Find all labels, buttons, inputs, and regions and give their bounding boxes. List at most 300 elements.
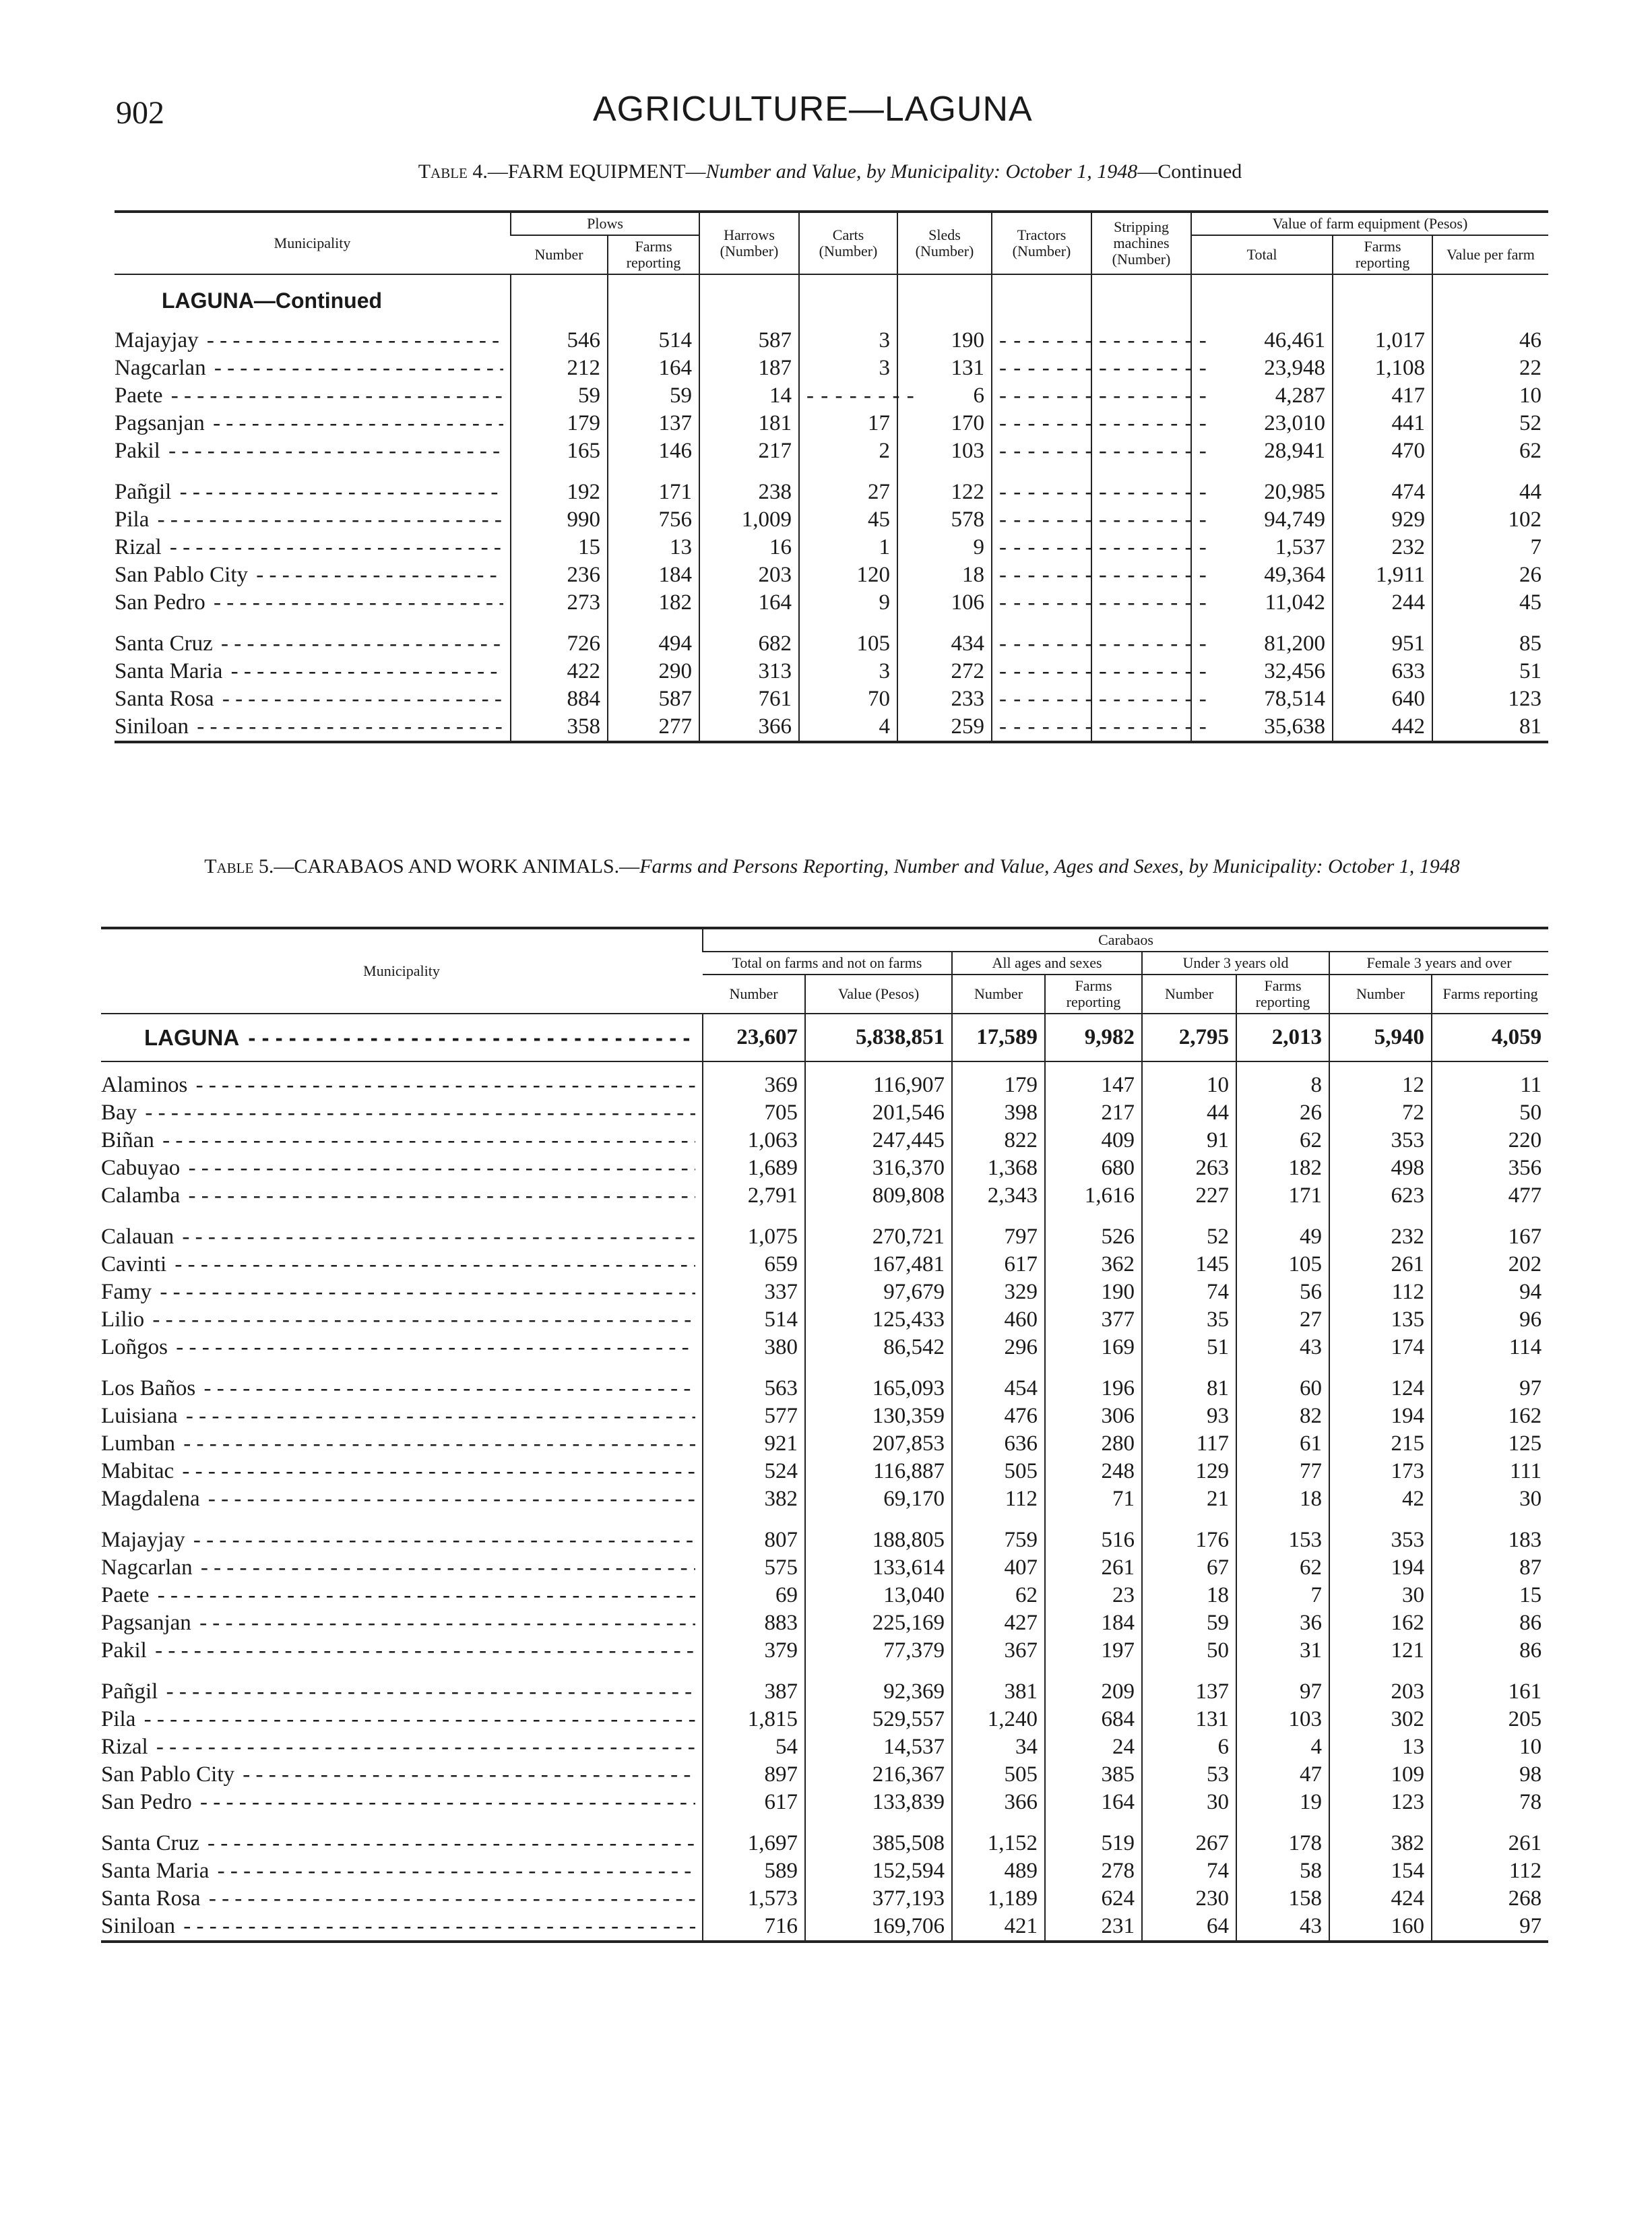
t4-cell-plows_farms: 146 (608, 437, 699, 465)
t5-municipality-cell (101, 1526, 703, 1554)
t4-empty-cell (1091, 274, 1191, 327)
t4-cell-harrows: 203 (699, 561, 799, 589)
t4-municipality-cell (115, 327, 511, 354)
t4-gap-cell (1432, 465, 1548, 478)
t5-cell-female_farms: 96 (1432, 1306, 1548, 1334)
t5-header-female-farms: Farms reporting (1432, 975, 1548, 1014)
t5-cell-under_number: 74 (1142, 1857, 1236, 1885)
t4-cell-per_farm: 26 (1432, 561, 1548, 589)
t4-cell-per_farm: 102 (1432, 506, 1548, 534)
t5-header-under-farms: Farms reporting (1236, 975, 1329, 1014)
t4-cell-per_farm: 44 (1432, 478, 1548, 506)
t5-cell-female_number: 13 (1329, 1733, 1432, 1761)
t5-cell-value: 13,040 (805, 1582, 952, 1609)
t5-cell-value: 385,508 (805, 1830, 952, 1857)
t4-municipality-cell (115, 437, 511, 465)
t4-header-sleds: Sleds (Number) (897, 212, 992, 274)
t4-cell-harrows: 366 (699, 713, 799, 742)
t5-cell-under_farms: 77 (1236, 1458, 1329, 1485)
t5-gap-cell (805, 1513, 952, 1526)
t4-cell-sleds: 259 (897, 713, 992, 742)
t5-cell-all_farms: 680 (1045, 1154, 1142, 1182)
t4-gap-cell (799, 617, 897, 630)
table5-heading: —CARABAOS AND WORK ANIMALS.— (274, 855, 640, 877)
t5-cell-under_farms: 105 (1236, 1251, 1329, 1278)
table-row (101, 1061, 1548, 1099)
t5-cell-female_number: 232 (1329, 1223, 1432, 1251)
t4-cell-total: 28,941 (1191, 437, 1333, 465)
t5-cell-value: 133,839 (805, 1789, 952, 1816)
t5-gap-cell (1236, 1361, 1329, 1375)
t4-cell-plows_farms: 514 (608, 327, 699, 354)
t5-gap-cell (952, 1665, 1045, 1678)
t4-cell-stripping (1091, 630, 1191, 658)
t5-cell-all_farms: 362 (1045, 1251, 1142, 1278)
t5-cell-all_farms: 169 (1045, 1334, 1142, 1361)
table-row (115, 506, 1548, 534)
t4-municipality-cell (115, 534, 511, 561)
t5-cell-female_farms: 112 (1432, 1857, 1548, 1885)
t5-cell-under_farms: 26 (1236, 1099, 1329, 1127)
t4-cell-sleds: 9 (897, 534, 992, 561)
t4-cell-sleds: 578 (897, 506, 992, 534)
t5-cell-under_number: 74 (1142, 1278, 1236, 1306)
t4-header-stripping: Stripping machines (Number) (1091, 212, 1191, 274)
t5-total-all_farms: 9,982 (1045, 1014, 1142, 1061)
municipality-name: Majayjay (101, 1528, 188, 1552)
t5-cell-under_farms: 182 (1236, 1154, 1329, 1182)
t5-cell-all_number: 62 (952, 1582, 1045, 1609)
t4-cell-per_farm: 81 (1432, 713, 1548, 742)
t4-cell-tractors (992, 685, 1091, 713)
t4-cell-carts: 3 (799, 327, 897, 354)
t4-header-carts: Carts (Number) (799, 212, 897, 274)
t4-cell-per_farm: 52 (1432, 410, 1548, 437)
municipality-name: Los Baños (101, 1376, 198, 1400)
t4-cell-plows_farms: 164 (608, 354, 699, 382)
t4-cell-tractors (992, 534, 1091, 561)
t4-gap-cell (992, 465, 1091, 478)
t5-group-gap (101, 1665, 1548, 1678)
t5-gap-cell (101, 1665, 703, 1678)
t4-cell-stripping (1091, 658, 1191, 685)
t5-cell-under_number: 227 (1142, 1182, 1236, 1210)
t4-cell-total: 35,638 (1191, 713, 1333, 742)
t4-cell-sleds: 190 (897, 327, 992, 354)
t5-cell-under_number: 50 (1142, 1637, 1236, 1665)
t4-cell-per_farm: 22 (1432, 354, 1548, 382)
t4-cell-farms: 640 (1333, 685, 1432, 713)
t4-cell-harrows: 682 (699, 630, 799, 658)
t5-gap-cell (1432, 1665, 1548, 1678)
table-row (115, 685, 1548, 713)
t5-cell-under_farms: 4 (1236, 1733, 1329, 1761)
t4-cell-plows_farms: 756 (608, 506, 699, 534)
t5-cell-all_farms: 217 (1045, 1099, 1142, 1127)
t5-municipality-cell (101, 1913, 703, 1942)
t5-cell-female_number: 124 (1329, 1375, 1432, 1402)
t4-cell-stripping (1091, 685, 1191, 713)
t5-municipality-cell (101, 1334, 703, 1361)
t4-cell-farms: 929 (1333, 506, 1432, 534)
t4-cell-tractors (992, 506, 1091, 534)
t5-cell-female_farms: 30 (1432, 1485, 1548, 1513)
t4-cell-stripping (1091, 478, 1191, 506)
table-row (101, 1458, 1548, 1485)
t5-gap-cell (1045, 1816, 1142, 1830)
t5-cell-all_number: 381 (952, 1678, 1045, 1706)
t5-cell-female_number: 194 (1329, 1554, 1432, 1582)
t5-cell-value: 133,614 (805, 1554, 952, 1582)
t5-cell-number: 514 (703, 1306, 805, 1334)
t5-cell-all_farms: 190 (1045, 1278, 1142, 1306)
t5-cell-female_farms: 15 (1432, 1582, 1548, 1609)
t5-cell-number: 1,075 (703, 1223, 805, 1251)
t5-cell-female_number: 498 (1329, 1154, 1432, 1182)
municipality-name: San Pablo City (115, 563, 251, 587)
t5-cell-all_number: 2,343 (952, 1182, 1045, 1210)
t5-cell-all_farms: 306 (1045, 1402, 1142, 1430)
t5-cell-value: 377,193 (805, 1885, 952, 1913)
table5-title (115, 853, 1550, 881)
t5-municipality-cell (101, 1885, 703, 1913)
t5-cell-value: 165,093 (805, 1375, 952, 1402)
table-row (101, 1127, 1548, 1154)
t5-cell-under_number: 18 (1142, 1582, 1236, 1609)
t5-cell-under_number: 10 (1142, 1061, 1236, 1099)
table-row (101, 1913, 1548, 1942)
t5-gap-cell (1236, 1513, 1329, 1526)
t4-cell-total: 20,985 (1191, 478, 1333, 506)
t5-municipality-cell (101, 1430, 703, 1458)
t4-cell-tractors (992, 327, 1091, 354)
t5-cell-female_farms: 183 (1432, 1526, 1548, 1554)
t5-header-total-group: Total on farms and not on farms (703, 952, 952, 975)
t5-gap-cell (703, 1816, 805, 1830)
t4-cell-farms: 232 (1333, 534, 1432, 561)
t5-cell-all_farms: 209 (1045, 1678, 1142, 1706)
t4-municipality-cell (115, 506, 511, 534)
t4-cell-harrows: 164 (699, 589, 799, 617)
t4-cell-plows: 990 (511, 506, 608, 534)
t5-municipality-cell (101, 1857, 703, 1885)
t4-cell-carts: 17 (799, 410, 897, 437)
t4-cell-tractors (992, 437, 1091, 465)
t5-cell-under_number: 59 (1142, 1609, 1236, 1637)
t5-cell-number: 921 (703, 1430, 805, 1458)
t4-cell-farms: 951 (1333, 630, 1432, 658)
table-row (101, 1761, 1548, 1789)
municipality-name: Siniloan (101, 1914, 178, 1938)
t5-cell-under_number: 64 (1142, 1913, 1236, 1942)
t4-gap-cell (1333, 465, 1432, 478)
t4-cell-sleds: 103 (897, 437, 992, 465)
table-row (101, 1857, 1548, 1885)
t4-gap-cell (897, 465, 992, 478)
t5-cell-number: 589 (703, 1857, 805, 1885)
t4-empty-cell (1432, 274, 1548, 327)
t5-cell-under_number: 117 (1142, 1430, 1236, 1458)
t4-empty-cell (511, 274, 608, 327)
table-row (115, 713, 1548, 742)
t5-cell-female_farms: 10 (1432, 1733, 1548, 1761)
t5-cell-female_farms: 477 (1432, 1182, 1548, 1210)
t5-header-municipality: Municipality (101, 928, 703, 1014)
t5-cell-value: 116,907 (805, 1061, 952, 1099)
t5-cell-all_farms: 231 (1045, 1913, 1142, 1942)
t4-cell-carts: 120 (799, 561, 897, 589)
t5-cell-value: 225,169 (805, 1609, 952, 1637)
t5-cell-all_farms: 261 (1045, 1554, 1142, 1582)
t5-cell-female_farms: 86 (1432, 1609, 1548, 1637)
t5-cell-number: 1,697 (703, 1830, 805, 1857)
t4-cell-harrows: 16 (699, 534, 799, 561)
t5-cell-all_number: 1,240 (952, 1706, 1045, 1733)
t4-gap-cell (1091, 465, 1191, 478)
t5-header-carabaos: Carabaos (703, 928, 1548, 952)
t5-cell-number: 1,063 (703, 1127, 805, 1154)
t4-header-harrows: Harrows (Number) (699, 212, 799, 274)
table-row (101, 1485, 1548, 1513)
t5-municipality-cell (101, 1402, 703, 1430)
municipality-name: Pila (101, 1707, 138, 1731)
t4-cell-plows_farms: 13 (608, 534, 699, 561)
t5-cell-all_farms: 196 (1045, 1375, 1142, 1402)
t4-cell-plows_farms: 587 (608, 685, 699, 713)
t5-cell-value: 125,433 (805, 1306, 952, 1334)
t4-empty-cell (897, 274, 992, 327)
t5-cell-female_farms: 97 (1432, 1375, 1548, 1402)
t5-municipality-cell (101, 1761, 703, 1789)
t5-municipality-cell (101, 1637, 703, 1665)
t5-gap-cell (1236, 1665, 1329, 1678)
t5-gap-cell (1142, 1816, 1236, 1830)
t5-cell-all_number: 489 (952, 1857, 1045, 1885)
municipality-name: Alaminos (101, 1073, 190, 1097)
t5-gap-cell (1142, 1513, 1236, 1526)
table-row (101, 1526, 1548, 1554)
t5-gap-cell (101, 1210, 703, 1223)
t4-cell-sleds: 170 (897, 410, 992, 437)
t4-cell-farms: 470 (1333, 437, 1432, 465)
t4-cell-per_farm: 46 (1432, 327, 1548, 354)
municipality-name: Cavinti (101, 1252, 169, 1276)
t4-cell-harrows: 1,009 (699, 506, 799, 534)
t5-cell-female_farms: 205 (1432, 1706, 1548, 1733)
t5-cell-all_farms: 164 (1045, 1789, 1142, 1816)
t5-group-gap (101, 1816, 1548, 1830)
t5-municipality-cell (101, 1609, 703, 1637)
t5-cell-all_number: 179 (952, 1061, 1045, 1099)
t4-header-tractors: Tractors (Number) (992, 212, 1091, 274)
t4-header-value-group: Value of farm equipment (Pesos) (1191, 212, 1548, 235)
t4-gap-cell (608, 617, 699, 630)
t4-municipality-cell (115, 630, 511, 658)
t5-cell-value: 270,721 (805, 1223, 952, 1251)
t4-cell-tractors (992, 561, 1091, 589)
t4-cell-plows: 212 (511, 354, 608, 382)
t4-cell-plows: 59 (511, 382, 608, 410)
t5-cell-all_farms: 684 (1045, 1706, 1142, 1733)
t5-cell-female_farms: 111 (1432, 1458, 1548, 1485)
t5-cell-under_number: 230 (1142, 1885, 1236, 1913)
t5-cell-value: 169,706 (805, 1913, 952, 1942)
t5-municipality-cell (101, 1706, 703, 1733)
t4-cell-stripping (1091, 327, 1191, 354)
t5-municipality-cell (101, 1127, 703, 1154)
t4-cell-plows_farms: 277 (608, 713, 699, 742)
t4-cell-sleds: 106 (897, 589, 992, 617)
t5-cell-value: 809,808 (805, 1182, 952, 1210)
t5-cell-all_farms: 23 (1045, 1582, 1142, 1609)
t4-cell-carts: 70 (799, 685, 897, 713)
municipality-name: Santa Cruz (115, 631, 216, 656)
t5-cell-all_number: 421 (952, 1913, 1045, 1942)
t5-cell-number: 1,689 (703, 1154, 805, 1182)
t5-cell-female_number: 109 (1329, 1761, 1432, 1789)
t5-cell-female_number: 162 (1329, 1609, 1432, 1637)
table4-label: Table 4. (418, 160, 488, 183)
t5-cell-female_number: 353 (1329, 1127, 1432, 1154)
t5-cell-female_number: 121 (1329, 1637, 1432, 1665)
t4-cell-plows: 422 (511, 658, 608, 685)
t5-cell-all_number: 505 (952, 1458, 1045, 1485)
t4-municipality-cell (115, 713, 511, 742)
t4-cell-harrows: 181 (699, 410, 799, 437)
table-row (101, 1099, 1548, 1127)
t4-group-gap (115, 617, 1548, 630)
t4-cell-carts: 3 (799, 354, 897, 382)
t4-gap-cell (799, 465, 897, 478)
table-row (101, 1182, 1548, 1210)
t5-cell-under_farms: 158 (1236, 1885, 1329, 1913)
t4-gap-cell (608, 465, 699, 478)
t5-municipality-cell (101, 1223, 703, 1251)
t5-cell-value: 14,537 (805, 1733, 952, 1761)
t5-gap-cell (703, 1665, 805, 1678)
t4-cell-plows_farms: 171 (608, 478, 699, 506)
municipality-name: Biñan (101, 1128, 157, 1152)
t5-municipality-cell (101, 1554, 703, 1582)
t5-gap-cell (1142, 1210, 1236, 1223)
table-row (115, 658, 1548, 685)
t5-municipality-cell (101, 1375, 703, 1402)
t4-cell-farms: 442 (1333, 713, 1432, 742)
t5-cell-all_number: 34 (952, 1733, 1045, 1761)
t4-empty-cell (1333, 274, 1432, 327)
t4-cell-carts: 1 (799, 534, 897, 561)
t5-cell-all_number: 505 (952, 1761, 1045, 1789)
t5-cell-number: 659 (703, 1251, 805, 1278)
t4-cell-total: 32,456 (1191, 658, 1333, 685)
t5-cell-number: 2,791 (703, 1182, 805, 1210)
t5-cell-female_number: 623 (1329, 1182, 1432, 1210)
t5-cell-all_farms: 147 (1045, 1061, 1142, 1099)
t4-gap-cell (992, 617, 1091, 630)
municipality-name: Lumban (101, 1431, 178, 1456)
t4-cell-per_farm: 62 (1432, 437, 1548, 465)
t5-cell-female_farms: 167 (1432, 1223, 1548, 1251)
t4-gap-cell (511, 617, 608, 630)
t5-cell-under_number: 131 (1142, 1706, 1236, 1733)
t5-gap-cell (1236, 1816, 1329, 1830)
t5-cell-number: 897 (703, 1761, 805, 1789)
t5-cell-female_number: 194 (1329, 1402, 1432, 1430)
t5-cell-under_farms: 43 (1236, 1334, 1329, 1361)
t5-cell-female_farms: 11 (1432, 1061, 1548, 1099)
t4-gap-cell (1191, 465, 1333, 478)
t5-cell-value: 529,557 (805, 1706, 952, 1733)
t5-cell-value: 92,369 (805, 1678, 952, 1706)
t5-cell-all_number: 460 (952, 1306, 1045, 1334)
table-row (101, 1582, 1548, 1609)
t5-municipality-cell (101, 1678, 703, 1706)
t5-gap-cell (1045, 1210, 1142, 1223)
t5-cell-all_farms: 519 (1045, 1830, 1142, 1857)
t4-cell-plows: 726 (511, 630, 608, 658)
t5-cell-under_farms: 36 (1236, 1609, 1329, 1637)
t4-cell-per_farm: 85 (1432, 630, 1548, 658)
municipality-name: Lilio (101, 1307, 147, 1332)
municipality-name: Paete (115, 383, 165, 408)
t4-cell-sleds: 131 (897, 354, 992, 382)
t4-cell-per_farm: 123 (1432, 685, 1548, 713)
farm-equipment-table (115, 210, 1548, 743)
t5-gap-cell (1329, 1816, 1432, 1830)
t5-cell-value: 216,367 (805, 1761, 952, 1789)
t4-cell-carts: 3 (799, 658, 897, 685)
t5-cell-under_farms: 47 (1236, 1761, 1329, 1789)
t5-gap-cell (1045, 1513, 1142, 1526)
table4-subtitle: Number and Value, by Municipality: October 1, 1948 (705, 160, 1138, 183)
t5-cell-all_farms: 248 (1045, 1458, 1142, 1485)
t4-cell-tractors (992, 410, 1091, 437)
t5-cell-female_farms: 50 (1432, 1099, 1548, 1127)
t5-cell-female_number: 135 (1329, 1306, 1432, 1334)
t5-cell-under_number: 51 (1142, 1334, 1236, 1361)
t4-cell-farms: 1,017 (1333, 327, 1432, 354)
t5-cell-all_farms: 409 (1045, 1127, 1142, 1154)
table-row (101, 1334, 1548, 1361)
t5-municipality-cell (101, 1182, 703, 1210)
t5-cell-female_number: 42 (1329, 1485, 1432, 1513)
t5-group-gap (101, 1210, 1548, 1223)
t5-cell-all_number: 759 (952, 1526, 1045, 1554)
t4-cell-plows: 165 (511, 437, 608, 465)
t5-cell-number: 563 (703, 1375, 805, 1402)
t5-total-under_number: 2,795 (1142, 1014, 1236, 1061)
municipality-name: Pañgil (115, 480, 174, 504)
t4-cell-plows: 179 (511, 410, 608, 437)
t5-cell-under_farms: 58 (1236, 1857, 1329, 1885)
t5-cell-all_farms: 71 (1045, 1485, 1142, 1513)
t5-cell-under_number: 52 (1142, 1223, 1236, 1251)
t4-cell-plows_farms: 137 (608, 410, 699, 437)
t4-cell-sleds: 272 (897, 658, 992, 685)
t5-cell-number: 54 (703, 1733, 805, 1761)
t5-cell-female_number: 72 (1329, 1099, 1432, 1127)
t4-cell-tractors (992, 478, 1091, 506)
t5-cell-under_number: 129 (1142, 1458, 1236, 1485)
t4-municipality-cell (115, 561, 511, 589)
t5-cell-under_number: 263 (1142, 1154, 1236, 1182)
t5-header-all-farms: Farms reporting (1045, 975, 1142, 1014)
t5-cell-female_farms: 98 (1432, 1761, 1548, 1789)
t5-cell-all_number: 1,368 (952, 1154, 1045, 1182)
t4-cell-carts: 2 (799, 437, 897, 465)
table4-title (116, 160, 1544, 183)
t5-cell-under_number: 81 (1142, 1375, 1236, 1402)
